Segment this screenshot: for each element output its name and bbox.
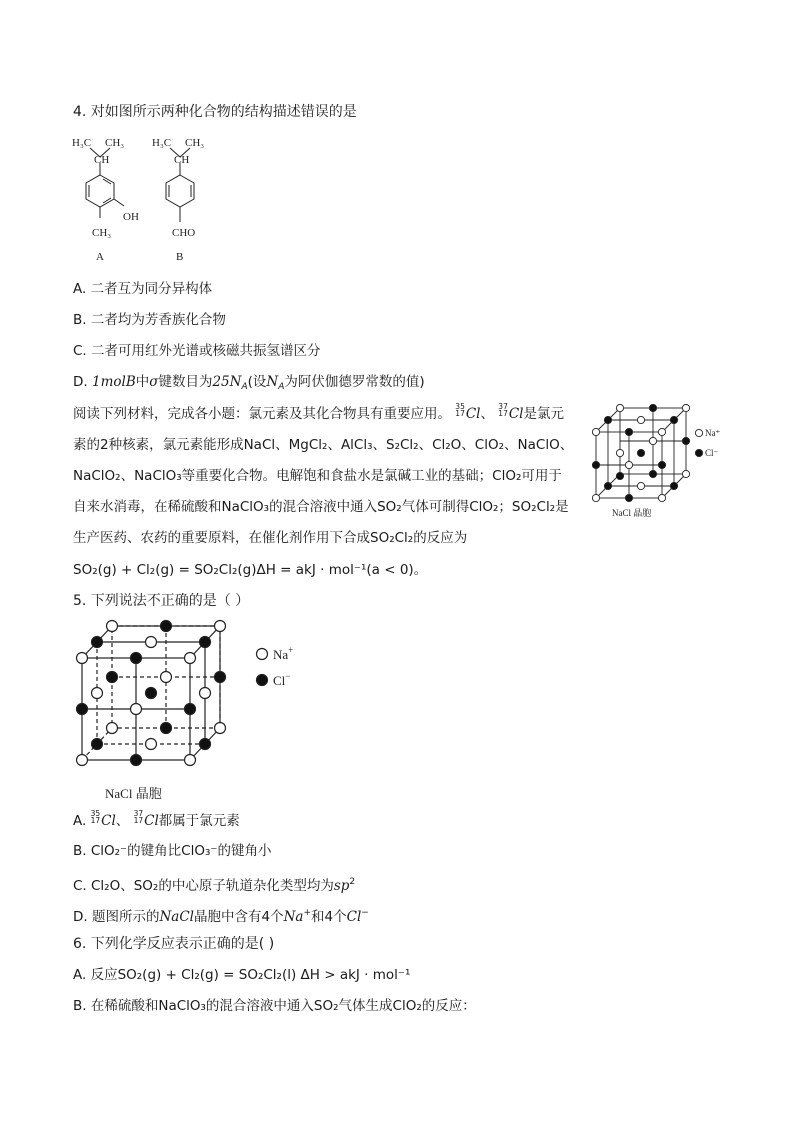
legend-na-small: Na⁺ (705, 428, 721, 438)
q6-option-a: A. 反应SO₂(g) + Cl₂(g) = SO₂Cl₂(l) ΔH > akJ · mol⁻¹ (73, 967, 411, 983)
q5-option-b: B. ClO₂⁻的键角比ClO₃⁻的键角小 (73, 843, 272, 859)
q6-option-b: B. 在稀硫酸和NaClO₃的混合溶液中通入SO₂气体生成ClO₂的反应： (73, 998, 476, 1014)
material-line-3: NaClO₂、NaClO₃等重要化合物。电解饱和食盐水是氯碱工业的基础；ClO₂可用于 (73, 468, 562, 484)
A-label: A (96, 251, 104, 263)
q4-option-c: C. 二者可用红外光谱或核磁共振氢谱区分 (73, 343, 321, 359)
q4-option-d: D. 1molB中σ键数目为$25N_A$(设$N_A$为阿伏伽德罗常数的值) (73, 374, 425, 392)
B-label: B (176, 251, 184, 263)
q4-structures-figure (68, 130, 218, 265)
caption-small: NaCl 晶胞 (612, 508, 652, 518)
material-line-6: SO₂(g) + Cl₂(g) = SO₂Cl₂(g)ΔH = akJ · mol⁻¹(a < 0)。 (73, 562, 428, 578)
nacl-cell-large-figure (72, 618, 312, 806)
q5-stem: 5. 下列说法不正确的是（ ） (73, 593, 250, 609)
caption-large: NaCl 晶胞 (105, 786, 162, 801)
A-ch3-top: CH₃ (105, 137, 125, 149)
B-cho: CHO (172, 227, 196, 239)
material-line-4: 自来水消毒，在稀硫酸和NaClO₃的混合溶液中通入SO₂气体可制得ClO₂；SO₂Cl₂是 (73, 499, 569, 515)
q4-stem: 4. 对如图所示两种化合物的结构描述错误的是 (73, 104, 357, 120)
B-h3c: H₃C (152, 137, 172, 149)
material-line-5: 生产医药、农药的重要原料，在催化剂作用下合成SO₂Cl₂的反应为 (73, 530, 468, 546)
legend-cl-small: Cl⁻ (705, 448, 719, 458)
A-ch: CH (94, 154, 110, 166)
material-line-2: 素的2种核素，氯元素能形成NaCl、MgCl₂、AlCl₃、S₂Cl₂、Cl₂O、ClO₂、NaClO、 (73, 437, 574, 453)
q4-option-b: B. 二者均为芳香族化合物 (73, 312, 226, 328)
A-ch3: CH₃ (92, 227, 112, 239)
q6-stem: 6. 下列化学反应表示正确的是( ) (73, 936, 275, 952)
B-ch3-top: CH₃ (185, 137, 205, 149)
B-ch: CH (174, 154, 190, 166)
q4-option-a: A. 二者互为同分异构体 (73, 281, 213, 297)
nacl-cell-small-figure (592, 404, 732, 520)
q5-option-d: D. 题图所示的NaCl晶胞中含有4个Na+和4个Cl− (73, 908, 369, 925)
legend-cl-large: Cl− (273, 671, 291, 688)
legend-na-large: Na+ (273, 645, 294, 662)
A-oh: OH (123, 211, 139, 223)
q5-option-a: A. 35 17Cl、 37 17Cl都属于氯元素 (73, 809, 240, 829)
material-line-1: 阅读下列材料，完成各小题：氯元素及其化合物具有重要应用。 35 17Cl、 37 17Cl是氯元 (73, 402, 564, 422)
A-h3c: H₃C (72, 137, 92, 149)
q5-option-c: C. Cl₂O、SO₂的中心原子轨道杂化类型均为$sp^2$ (73, 877, 356, 894)
